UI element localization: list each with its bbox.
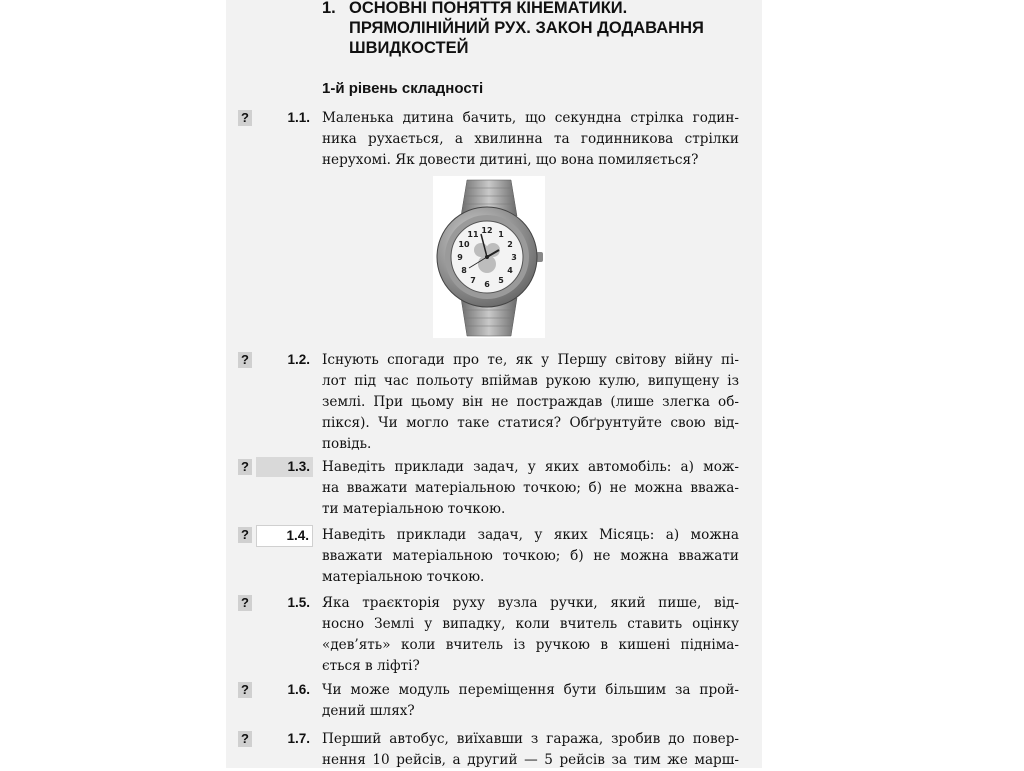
dial-number: 2 xyxy=(507,240,513,249)
text-line: ника рухається, а хвилинна та годинникова стрілки xyxy=(322,131,739,147)
dial-number: 5 xyxy=(498,276,504,285)
problem-number: 1.4. xyxy=(256,525,313,547)
problem-text xyxy=(322,108,739,171)
dial-number: 12 xyxy=(481,226,493,235)
wristwatch-illustration xyxy=(433,176,545,338)
text-line: пікся). Чи могло таке статися? Обґрунтуйте свою від- xyxy=(322,415,739,431)
question-marker: ? xyxy=(238,731,252,747)
text-line: ється в ліфті? xyxy=(322,658,420,674)
dial-number: 10 xyxy=(458,240,470,249)
problem-text xyxy=(322,729,739,771)
text-line: Наведіть приклади задач, у яких автомобіль: а) мож- xyxy=(322,459,739,475)
question-marker: ? xyxy=(238,459,252,475)
problem-number: 1.6. xyxy=(287,682,310,697)
text-line: дений шлях? xyxy=(322,703,415,719)
question-marker: ? xyxy=(238,527,252,543)
text-line: на вважати матеріальною точкою; б) не можна вважа- xyxy=(322,480,739,496)
question-marker: ? xyxy=(238,110,252,126)
wristwatch-image xyxy=(433,176,545,338)
dial-number: 7 xyxy=(470,276,476,285)
section-title-line: ПРЯМОЛІНІЙНИЙ РУХ. ЗАКОН ДОДАВАННЯ xyxy=(349,19,704,37)
text-line: вважати матеріальною точкою; б) не можна вважати xyxy=(322,548,739,564)
problem-number: 1.3. xyxy=(256,457,313,477)
question-marker: ? xyxy=(238,352,252,368)
question-marker: ? xyxy=(238,682,252,698)
text-line: ти матеріальною точкою. xyxy=(322,501,506,517)
text-line: Яка траєкторія руху вузла ручки, який пише, від- xyxy=(322,595,739,611)
text-line: лот під час польоту впіймав рукою кулю, випущену із xyxy=(322,373,739,389)
dial-number: 11 xyxy=(467,230,479,239)
problem-text xyxy=(322,525,739,588)
section-number: 1. xyxy=(322,0,336,17)
problem-text xyxy=(322,593,739,677)
text-line: носно Землі у випадку, коли вчитель ставить оцінку xyxy=(322,616,739,632)
question-marker: ? xyxy=(238,595,252,611)
problem-number: 1.5. xyxy=(287,595,310,610)
text-line: матеріальною точкою. xyxy=(322,569,485,585)
problem-text xyxy=(322,350,739,455)
section-title-line: ОСНОВНІ ПОНЯТТЯ КІНЕМАТИКИ. xyxy=(349,0,628,17)
dial-number: 8 xyxy=(461,266,467,275)
text-line: Існують спогади про те, як у Першу світову війну пі- xyxy=(322,352,739,368)
text-line: «дев’ять» коли вчитель із ручкою в кишені підніма- xyxy=(322,637,739,653)
problem-number: 1.2. xyxy=(287,352,310,367)
section-heading xyxy=(322,0,752,58)
problem-number: 1.7. xyxy=(287,731,310,746)
text-line: нерухомі. Як довести дитині, що вона помиляється? xyxy=(322,152,699,168)
dial-number: 6 xyxy=(484,280,490,289)
section-title-line: ШВИДКОСТЕЙ xyxy=(349,39,469,57)
text-line: Чи може модуль переміщення бути більшим за прой- xyxy=(322,682,739,698)
text-line: повідь. xyxy=(322,436,372,452)
text-line: Перший автобус, виїхавши з гаража, зробив до повер- xyxy=(322,731,739,747)
text-line: нення 10 рейсів, а другий — 5 рейсів за тим же марш- xyxy=(322,752,739,768)
problem-text xyxy=(322,680,739,722)
difficulty-level-heading: 1-й рівень складності xyxy=(322,80,484,97)
dial-number: 1 xyxy=(498,230,504,239)
dial-number: 9 xyxy=(457,253,463,262)
dial-number: 3 xyxy=(511,253,517,262)
text-line: Наведіть приклади задач, у яких Місяць: а) можна xyxy=(322,527,739,543)
problem-number: 1.1. xyxy=(287,110,310,125)
dial-number: 4 xyxy=(507,266,513,275)
text-line: землі. При цьому він не постраждав (лише злегка об- xyxy=(322,394,739,410)
text-line: Маленька дитина бачить, що секундна стрілка годин- xyxy=(322,110,739,126)
problem-text xyxy=(322,457,739,520)
